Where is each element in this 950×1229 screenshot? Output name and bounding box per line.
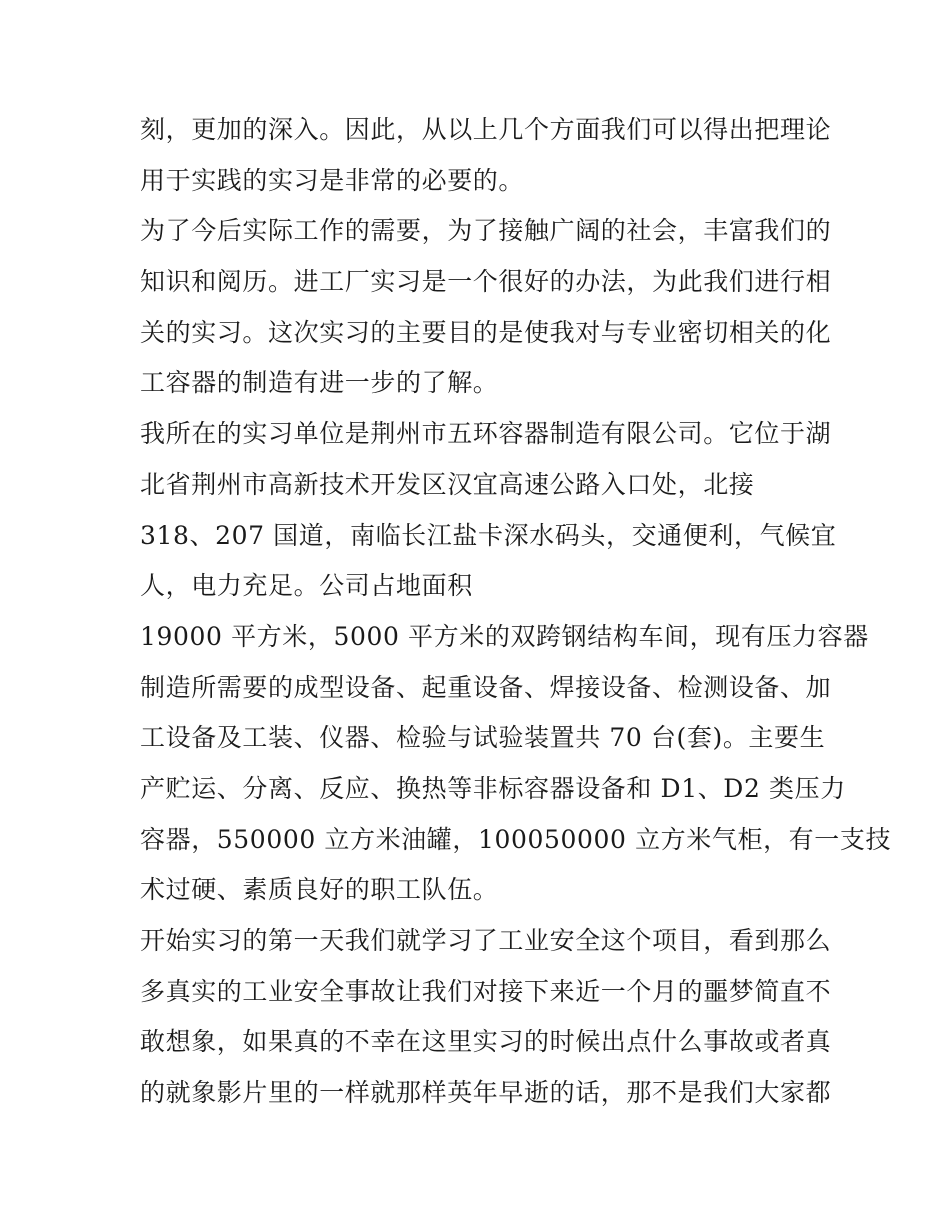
text-line: 工设备及工装、仪器、检验与试验装置共 70 台(套)。主要生 — [140, 723, 826, 753]
text-line: 的就象影片里的一样就那样英年早逝的话，那不是我们大家都 — [140, 1078, 832, 1108]
text-line: 刻，更加的深入。因此，从以上几个方面我们可以得出把理论 — [140, 115, 832, 144]
text-line: 开始实习的第一天我们就学习了工业安全这个项目，看到那么 — [140, 926, 832, 955]
text-line: 知识和阅历。进工厂实习是一个很好的办法，为此我们进行相 — [140, 267, 832, 297]
text-line: 人，电力充足。公司占地面积 — [140, 571, 473, 601]
text-line: 术过硬、素质良好的职工队伍。 — [140, 875, 499, 905]
text-line: 多真实的工业安全事故让我们对接下来近一个月的噩梦简直不 — [140, 976, 832, 1006]
body-text — [140, 105, 892, 1119]
text-line: 制造所需要的成型设备、起重设备、焊接设备、检测设备、加 — [140, 672, 832, 702]
text-line: 关的实习。这次实习的主要目的是使我对与专业密切相关的化 — [140, 317, 832, 347]
text-line: 19000 平方米，5000 平方米的双跨钢结构车间，现有压力容器 — [140, 621, 869, 651]
text-line: 敢想象，如果真的不幸在这里实习的时候出点什么事故或者真 — [140, 1027, 832, 1057]
text-line: 北省荆州市高新技术开发区汉宜高速公路入口处，北接 — [140, 469, 755, 499]
text-line: 工容器的制造有进一步的了解。 — [140, 368, 499, 398]
text-line: 318、207 国道，南临长江盐卡深水码头，交通便利，气候宜 — [140, 520, 837, 550]
text-line: 用于实践的实习是非常的必要的。 — [140, 165, 525, 195]
text-line: 为了今后实际工作的需要，为了接触广阔的社会，丰富我们的 — [140, 216, 832, 246]
text-line: 我所在的实习单位是荆州市五环容器制造有限公司。它位于湖 — [140, 419, 832, 449]
text-line: 容器，550000 立方米油罐，100050000 立方米气柜，有一支技 — [140, 824, 892, 854]
text-line: 产贮运、分离、反应、换热等非标容器设备和 D1、D2 类压力 — [140, 773, 846, 803]
